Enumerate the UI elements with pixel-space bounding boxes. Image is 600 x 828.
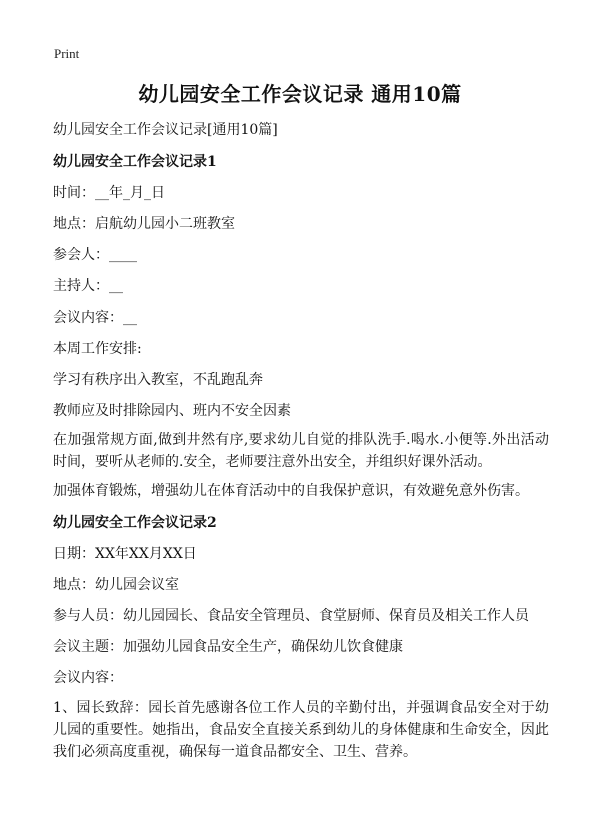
document-subtitle: 幼儿园安全工作会议记录[通用10篇]	[53, 122, 278, 138]
record1-place: 地点：启航幼儿园小二班教室	[53, 216, 235, 232]
record2-date: 日期：XX年XX月XX日	[53, 546, 197, 562]
record1-host: 主持人：__	[53, 278, 123, 294]
page-title: 幼儿园安全工作会议记录 通用10篇	[138, 82, 462, 106]
record1-attendees: 参会人：____	[53, 247, 137, 263]
record1-item: 学习有秩序出入教室，不乱跑乱奔	[53, 372, 263, 388]
record2-heading: 幼儿园安全工作会议记录2	[53, 515, 217, 531]
record1-plan-heading: 本周工作安排:	[53, 341, 142, 357]
record1-content: 会议内容：__	[53, 310, 137, 326]
record1-paragraph: 在加强常规方面,做到井然有序,要求幼儿自觉的排队洗手.喝水.小便等.外出活动时间，要听从老师的.安全，老师要注意外出安全，并组织好课外活动。	[53, 432, 549, 470]
record2-participants: 参与人员：幼儿园园长、食品安全管理员、食堂厨师、保育员及相关工作人员	[53, 608, 529, 624]
record2-paragraph: 1、园长致辞：园长首先感谢各位工作人员的辛勤付出，并强调食品安全对于幼儿园的重要性。她指出，食品安全直接关系到幼儿的身体健康和生命安全，因此我们必须高度重视，确保每一道食品都安全、卫生、营养。	[53, 700, 549, 760]
record1-heading: 幼儿园安全工作会议记录1	[53, 154, 217, 170]
print-link[interactable]: Print	[54, 46, 80, 61]
record1-item: 教师应及时排除园内、班内不安全因素	[53, 403, 291, 419]
record1-time: 时间：__年_月_日	[53, 185, 165, 201]
record2-theme: 会议主题：加强幼儿园食品安全生产，确保幼儿饮食健康	[53, 639, 403, 655]
record2-content: 会议内容：	[53, 670, 123, 686]
record1-paragraph: 加强体育锻炼，增强幼儿在体育活动中的自我保护意识，有效避免意外伤害。	[53, 483, 529, 499]
record2-place: 地点：幼儿园会议室	[53, 577, 179, 593]
